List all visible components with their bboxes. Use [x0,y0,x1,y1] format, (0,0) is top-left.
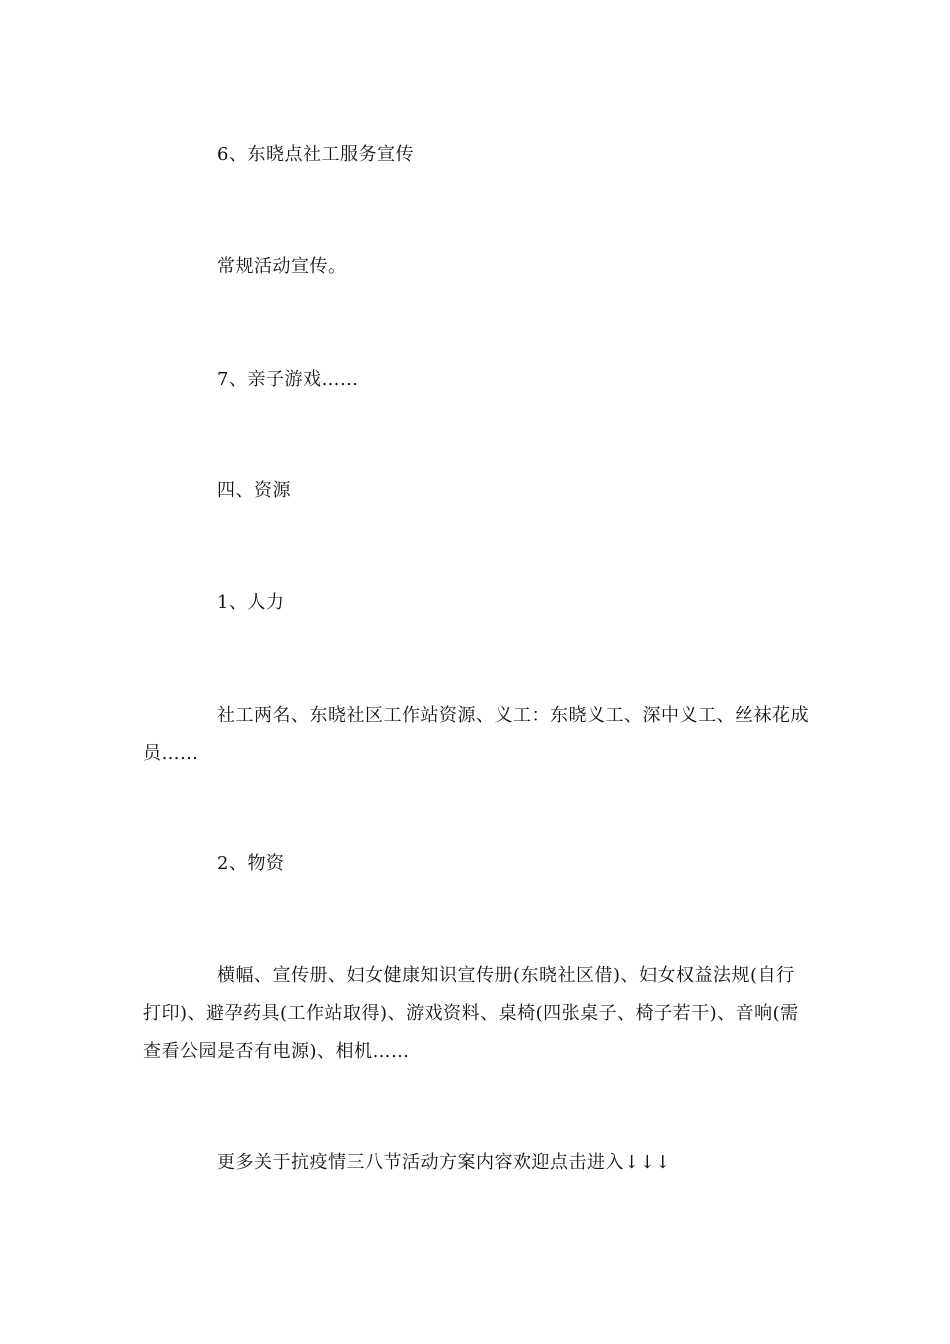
item-6-heading: 6、东晓点社工服务宣传 [217,144,414,165]
manpower-heading: 1、人力 [217,592,285,613]
item-6-body: 常规活动宣传。 [217,256,347,277]
more-content-link[interactable]: 更多关于抗疫情三八节活动方案内容欢迎点击进入↓↓↓ [217,1152,671,1173]
materials-body: 横幅、宣传册、妇女健康知识宣传册(东晓社区借)、妇女权益法规(自行打印)、避孕药具(工作站取得)、游戏资料、桌椅(四张桌子、椅子若干)、音响(需查看公园是否有电源)、相机…… [143,965,799,1062]
item-7-heading: 7、亲子游戏…… [217,369,359,390]
manpower-body: 社工两名、东晓社区工作站资源、义工：东晓义工、深中义工、丝袜花成员…… [143,705,809,764]
materials-heading: 2、物资 [217,853,285,874]
section-resources-heading: 四、资源 [217,480,291,501]
